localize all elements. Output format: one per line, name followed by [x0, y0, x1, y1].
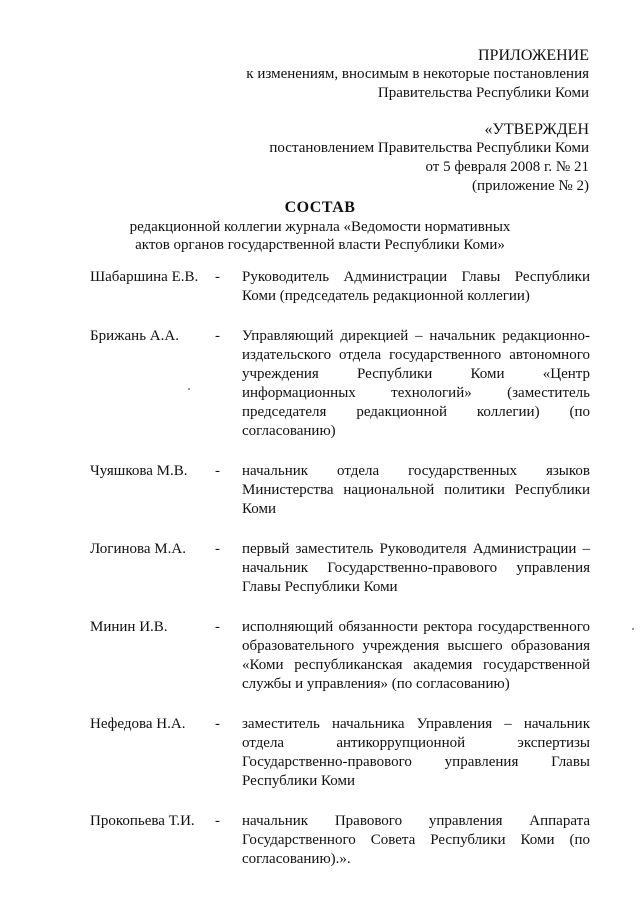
member-role: начальник отдела государственных языков Министерства национальной политики Республики Коми — [242, 463, 590, 517]
member-name: Прокопьева Т.И. — [90, 813, 195, 829]
annex-title: ПРИЛОЖЕНИЕ — [477, 47, 589, 64]
member-name: Логинова М.А. — [90, 541, 186, 557]
member-role: Управляющий дирекцией – начальник редакционно-издательского отдела государственного автономного учреждения Республики Коми «Центр информационных технологий» (заместитель председателя редакционной коллегии) (по согласованию) — [242, 328, 590, 439]
member-row — [90, 812, 590, 869]
member-dash: - — [215, 463, 220, 479]
member-row — [90, 462, 590, 519]
member-row — [90, 618, 590, 694]
document-title: СОСТАВ — [284, 199, 356, 216]
member-role: исполняющий обязанности ректора государственного образовательного учреждения высшего образования «Коми республиканская академия государственной службы и управления» (по согласованию) — [242, 619, 590, 692]
member-dash: - — [215, 619, 220, 635]
member-dash: - — [215, 541, 220, 557]
member-role: начальник Правового управления Аппарата Государственного Совета Республики Коми (по согласованию).». — [242, 813, 590, 867]
annex-line-2: Правительства Республики Коми — [377, 85, 589, 101]
approval-title: «УТВЕРЖДЕН — [484, 121, 589, 138]
member-row — [90, 715, 590, 791]
approval-line-2: от 5 февраля 2008 г. № 21 — [425, 159, 589, 175]
member-dash: - — [215, 813, 220, 829]
member-name: Шабаршина Е.В. — [90, 269, 199, 285]
annex-block — [246, 46, 589, 103]
member-role: первый заместитель Руководителя Администрации – начальник Государственно-правового управления Главы Республики Коми — [242, 541, 590, 595]
member-dash: - — [215, 269, 220, 285]
scan-speck — [188, 388, 190, 390]
annex-line-1: к изменениям, вносимым в некоторые постановления — [246, 66, 589, 82]
member-dash: - — [215, 328, 220, 344]
approval-line-1: постановлением Правительства Республики Коми — [269, 140, 589, 156]
document-subtitle-line-1: редакционной коллегии журнала «Ведомости нормативных — [129, 219, 511, 235]
scan-speck — [632, 628, 634, 630]
document-subtitle-line-2: актов органов государственной власти Республики Коми» — [135, 237, 505, 253]
member-name: Чуяшкова М.В. — [90, 463, 188, 479]
member-row — [90, 327, 590, 441]
member-name: Минин И.В. — [90, 619, 168, 635]
member-name: Нефедова Н.А. — [90, 716, 186, 732]
document-heading — [0, 198, 640, 254]
approval-block — [269, 120, 589, 196]
member-dash: - — [215, 716, 220, 732]
approval-line-3: (приложение № 2) — [471, 178, 589, 194]
member-row — [90, 268, 590, 306]
member-row — [90, 540, 590, 597]
member-role: заместитель начальника Управления – начальник отдела антикоррупционной экспертизы Государственно-правового управления Главы Республики Коми — [242, 716, 590, 789]
members-list — [90, 268, 590, 890]
member-role: Руководитель Администрации Главы Республики Коми (председатель редакционной коллегии) — [242, 269, 590, 304]
member-name: Брижань А.А. — [90, 328, 179, 344]
